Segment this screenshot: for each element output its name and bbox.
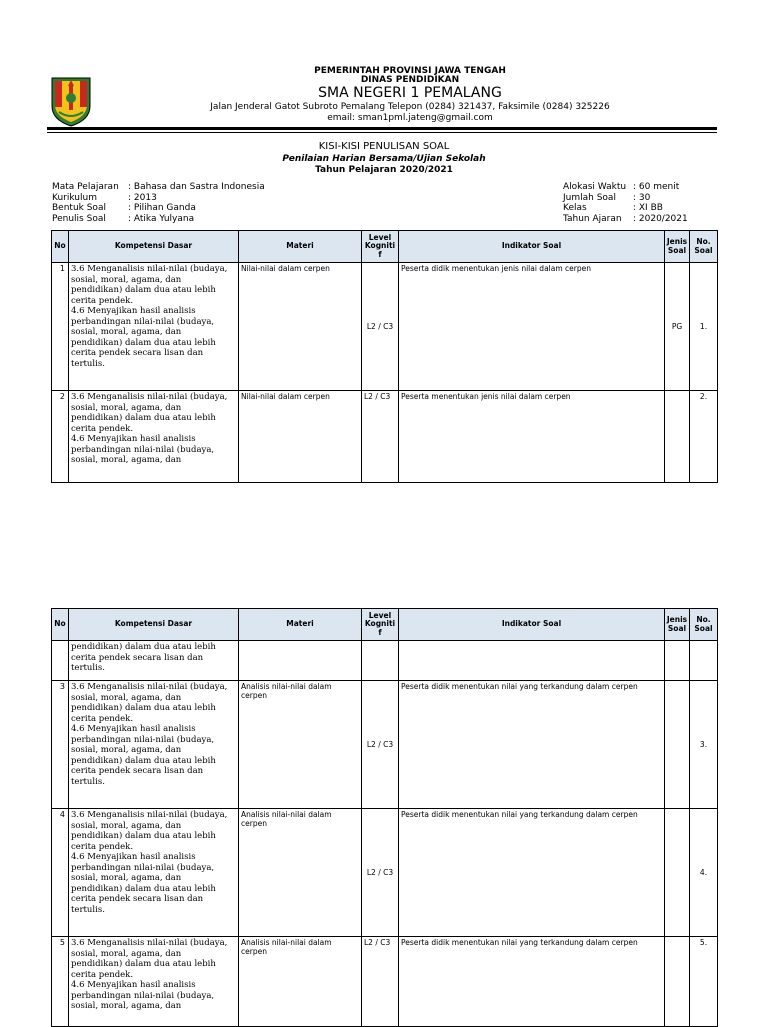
col-kd: Kompetensi Dasar xyxy=(69,609,239,641)
row-indikator: Peserta didik menentukan jenis nilai dalam cerpen xyxy=(399,263,665,391)
row-no xyxy=(52,641,69,681)
row-indikator: Peserta didik menentukan nilai yang terkandung dalam cerpen xyxy=(399,681,665,809)
row-materi: Analisis nilai-nilai dalam cerpen xyxy=(239,681,362,809)
row-level: L2 / C3 xyxy=(362,391,399,483)
row-kd xyxy=(69,263,239,391)
doc-subtitle: Penilaian Harian Bersama/Ujian Sekolah xyxy=(282,154,486,164)
kd-line: perbandingan nilai-nilai (budaya, xyxy=(71,862,215,873)
row-level xyxy=(362,641,399,681)
kd-line: cerita pendek. xyxy=(71,969,134,980)
meta-value: : 60 menit xyxy=(633,182,680,192)
kd-line: cerita pendek. xyxy=(71,841,134,852)
row-materi: Analisis nilai-nilai dalam cerpen xyxy=(239,937,362,1027)
kd-line: 3.6 Menganalisis nilai-nilai (budaya, xyxy=(71,810,228,820)
meta-row xyxy=(563,182,688,193)
meta-value: : 2013 xyxy=(128,192,157,203)
kd-line: cerita pendek. xyxy=(71,423,134,434)
meta-row xyxy=(563,193,688,204)
kisi-table-page-2 xyxy=(51,608,718,1027)
kd-line: pendidikan) dalam dua atau lebih xyxy=(71,285,216,295)
meta-value: : Pilihan Ganda xyxy=(128,203,196,213)
kd-line: 4.6 Menyajikan hasil analisis xyxy=(71,724,196,734)
row-jenis xyxy=(665,391,690,483)
table-row xyxy=(52,937,718,1027)
col-level-l1: Level xyxy=(368,232,392,242)
col-nosoal xyxy=(690,231,718,263)
col-jenis-l2: Soal xyxy=(667,623,687,633)
col-level-l1: Level xyxy=(368,610,392,620)
row-no: 2 xyxy=(52,391,69,483)
meta-key: Alokasi Waktu xyxy=(563,182,627,192)
row-level: L2 / C3 xyxy=(362,809,399,937)
header-rule-thin xyxy=(47,132,717,133)
meta-row xyxy=(52,214,265,225)
kd-line: perbandingan nilai-nilai (budaya, xyxy=(71,444,215,455)
kd-line: sosial, moral, agama, dan xyxy=(71,274,182,285)
meta-value: : Bahasa dan Sastra Indonesia xyxy=(128,182,265,192)
row-kd xyxy=(69,641,239,681)
row-no: 1 xyxy=(52,263,69,391)
col-level-l2: Kogniti xyxy=(364,619,396,629)
meta-key: Kurikulum xyxy=(52,192,97,203)
meta-right xyxy=(563,182,688,224)
kd-line: perbandingan nilai-nilai (budaya, xyxy=(71,990,215,1001)
kd-line: 4.6 Menyajikan hasil analisis xyxy=(71,852,196,862)
kd-line: sosial, moral, agama, dan xyxy=(71,745,182,755)
row-materi: Nilai-nilai dalam cerpen xyxy=(239,263,362,391)
meta-key: Bentuk Soal xyxy=(52,203,106,213)
kd-line: tertulis. xyxy=(71,358,105,369)
col-jenis-l1: Jenis xyxy=(666,237,688,246)
kd-line: sosial, moral, agama, dan xyxy=(71,873,182,883)
col-nosoal-l2: Soal xyxy=(694,623,713,633)
meta-row xyxy=(563,203,688,214)
row-nosoal: 4. xyxy=(690,809,718,937)
dinas-heading: DINAS PENDIDIKAN xyxy=(360,75,460,85)
kd-line: pendidikan) dalam dua atau lebih xyxy=(71,883,216,894)
kd-line: cerita pendek. xyxy=(71,295,134,306)
kd-line: perbandingan nilai-nilai (budaya, xyxy=(71,734,215,745)
col-level-l2: Kogniti xyxy=(364,241,396,251)
kd-line: 3.6 Menganalisis nilai-nilai (budaya, xyxy=(71,392,228,402)
row-level: L2 / C3 xyxy=(362,263,399,391)
col-nosoal-l1: No. xyxy=(696,615,711,624)
kd-line: sosial, moral, agama, dan xyxy=(71,455,182,465)
kd-line: sosial, moral, agama, dan xyxy=(71,1001,182,1011)
col-jenis-l1: Jenis xyxy=(666,615,688,624)
doc-year: Tahun Pelajaran 2020/2021 xyxy=(315,165,453,175)
col-level-l3: f xyxy=(378,249,382,259)
col-indikator: Indikator Soal xyxy=(399,609,665,641)
kd-line: tertulis. xyxy=(71,904,105,915)
row-no: 4 xyxy=(52,809,69,937)
kisi-table-page-1 xyxy=(51,230,718,483)
kd-line: 3.6 Menganalisis nilai-nilai (budaya, xyxy=(71,264,228,274)
doc-title: KISI-KISI PENULISAN SOAL xyxy=(318,141,450,152)
table-header-row xyxy=(52,609,718,641)
kd-line: 4.6 Menyajikan hasil analisis xyxy=(71,434,196,444)
row-jenis xyxy=(665,641,690,681)
meta-row xyxy=(52,193,265,204)
row-kd xyxy=(69,391,239,483)
kd-line: 3.6 Menganalisis nilai-nilai (budaya, xyxy=(71,938,228,948)
gov-heading: PEMERINTAH PROVINSI JAWA TENGAH xyxy=(314,66,506,76)
kd-line: sosial, moral, agama, dan xyxy=(71,820,182,831)
school-address: Jalan Jenderal Gatot Subroto Pemalang Telepon (0284) 321437, Faksimile (0284) 325226 xyxy=(210,102,610,112)
school-name: SMA NEGERI 1 PEMALANG xyxy=(318,85,502,101)
school-email: email: sman1pml.jateng@gmail.com xyxy=(327,113,493,123)
kd-line: cerita pendek secara lisan dan xyxy=(71,894,204,904)
kd-line: 4.6 Menyajikan hasil analisis xyxy=(71,306,196,316)
meta-value: : XI BB xyxy=(633,203,663,213)
col-nosoal-l2: Soal xyxy=(694,245,713,255)
meta-key: Penulis Soal xyxy=(52,213,106,224)
kd-line: 4.6 Menyajikan hasil analisis xyxy=(71,980,196,990)
meta-left xyxy=(52,182,265,224)
row-level: L2 / C3 xyxy=(362,681,399,809)
col-jenis xyxy=(665,609,690,641)
meta-value: : 30 xyxy=(633,192,651,203)
kd-line: pendidikan) dalam dua atau lebih xyxy=(71,413,216,423)
row-nosoal: 1. xyxy=(690,263,718,391)
row-kd xyxy=(69,809,239,937)
col-materi: Materi xyxy=(239,609,362,641)
col-materi: Materi xyxy=(239,231,362,263)
row-no: 5 xyxy=(52,937,69,1027)
col-nosoal xyxy=(690,609,718,641)
row-indikator: Peserta didik menentukan nilai yang terkandung dalam cerpen xyxy=(399,809,665,937)
kd-line: cerita pendek secara lisan dan xyxy=(71,348,204,358)
meta-value: : Atika Yulyana xyxy=(128,213,195,224)
header-rule-thick xyxy=(47,127,717,130)
kd-line: perbandingan nilai-nilai (budaya, xyxy=(71,316,215,327)
table-row xyxy=(52,681,718,809)
col-level-l3: f xyxy=(378,627,382,637)
row-indikator: Peserta didik menentukan nilai yang terkandung dalam cerpen xyxy=(399,937,665,1027)
row-nosoal: 3. xyxy=(690,681,718,809)
col-nosoal-l1: No. xyxy=(696,237,711,246)
meta-key: Tahun Ajaran xyxy=(563,213,622,224)
row-no: 3 xyxy=(52,681,69,809)
row-level: L2 / C3 xyxy=(362,937,399,1027)
kd-line: cerita pendek. xyxy=(71,713,134,724)
meta-key: Jumlah Soal xyxy=(563,192,616,203)
meta-row xyxy=(52,203,265,214)
row-indikator xyxy=(399,641,665,681)
kd-line: tertulis. xyxy=(71,663,105,673)
col-no: No xyxy=(52,609,69,641)
kd-line: pendidikan) dalam dua atau lebih xyxy=(71,831,216,841)
row-nosoal: 5. xyxy=(690,937,718,1027)
kd-line: sosial, moral, agama, dan xyxy=(71,327,182,337)
col-level xyxy=(362,231,399,263)
kd-line: cerita pendek secara lisan dan xyxy=(71,652,204,663)
kd-line: 3.6 Menganalisis nilai-nilai (budaya, xyxy=(71,682,228,692)
row-materi: Nilai-nilai dalam cerpen xyxy=(239,391,362,483)
row-jenis xyxy=(665,809,690,937)
row-nosoal: 2. xyxy=(690,391,718,483)
meta-row xyxy=(563,214,688,225)
school-crest-logo xyxy=(50,76,92,128)
row-nosoal xyxy=(690,641,718,681)
table-header-row xyxy=(52,231,718,263)
kd-line: sosial, moral, agama, dan xyxy=(71,402,182,413)
kd-line: pendidikan) dalam dua atau lebih xyxy=(71,755,216,766)
kd-line: tertulis. xyxy=(71,776,105,787)
row-jenis xyxy=(665,937,690,1027)
row-kd xyxy=(69,681,239,809)
col-indikator: Indikator Soal xyxy=(399,231,665,263)
row-jenis xyxy=(665,681,690,809)
row-materi: Analisis nilai-nilai dalam cerpen xyxy=(239,809,362,937)
row-indikator: Peserta menentukan jenis nilai dalam cerpen xyxy=(399,391,665,483)
col-kd: Kompetensi Dasar xyxy=(69,231,239,263)
kd-line: pendidikan) dalam dua atau lebih xyxy=(71,337,216,348)
row-jenis: PG xyxy=(665,263,690,391)
col-level xyxy=(362,609,399,641)
kd-line: pendidikan) dalam dua atau lebih xyxy=(71,642,216,652)
table-row xyxy=(52,391,718,483)
meta-row xyxy=(52,182,265,193)
col-jenis-l2: Soal xyxy=(667,245,687,255)
meta-value: : 2020/2021 xyxy=(633,213,688,224)
row-kd xyxy=(69,937,239,1027)
table-row xyxy=(52,809,718,937)
table-row xyxy=(52,263,718,391)
kd-line: cerita pendek secara lisan dan xyxy=(71,766,204,776)
col-no: No xyxy=(52,231,69,263)
row-materi xyxy=(239,641,362,681)
meta-key: Mata Pelajaran xyxy=(52,182,119,192)
table-row-continued xyxy=(52,641,718,681)
kd-line: sosial, moral, agama, dan xyxy=(71,692,182,703)
kd-line: sosial, moral, agama, dan xyxy=(71,948,182,959)
kd-line: pendidikan) dalam dua atau lebih xyxy=(71,959,216,969)
col-jenis xyxy=(665,231,690,263)
meta-key: Kelas xyxy=(563,203,587,213)
kd-line: pendidikan) dalam dua atau lebih xyxy=(71,703,216,713)
